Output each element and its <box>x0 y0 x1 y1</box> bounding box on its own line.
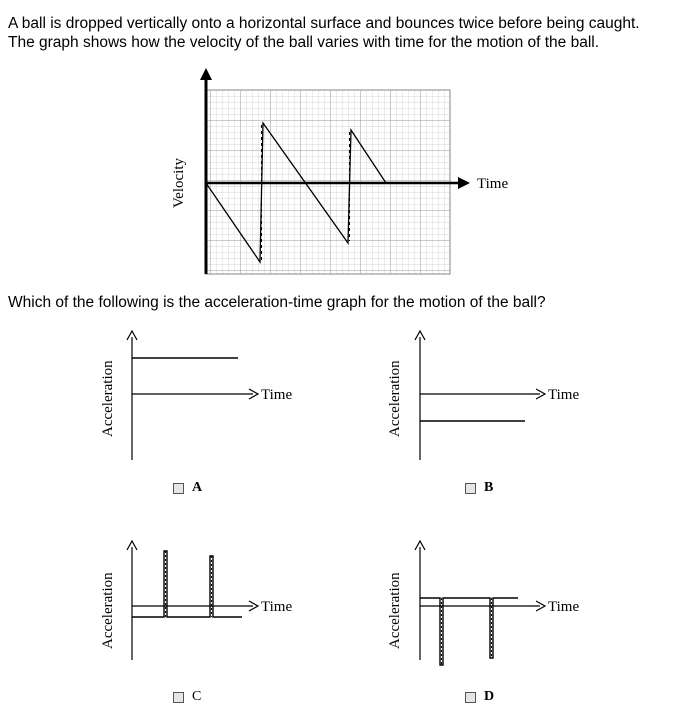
velocity-x-label: Time <box>477 176 509 192</box>
graph-b-x-label: Time <box>548 387 580 403</box>
option-a[interactable] <box>173 480 202 496</box>
question-prompt: Which of the following is the acceleration-time graph for the motion of the ball? <box>8 294 546 311</box>
velocity-y-arrowhead <box>200 68 212 80</box>
acceleration-graph-d <box>387 541 579 665</box>
acceleration-graph-c <box>100 541 292 660</box>
question-intro-line-2: The graph shows how the velocity of the ball varies with time for the motion of the ball. <box>8 34 600 51</box>
acceleration-graph-a <box>100 331 292 460</box>
option-b-checkbox[interactable] <box>465 483 476 494</box>
graph-d-x-label: Time <box>548 599 580 615</box>
option-b-label: B <box>484 480 494 495</box>
option-c-label: C <box>192 689 202 704</box>
option-d-checkbox[interactable] <box>465 692 476 703</box>
option-d-label: D <box>484 689 495 704</box>
graph-c-x-label: Time <box>261 599 293 615</box>
graph-b-y-label: Acceleration <box>387 360 403 437</box>
velocity-y-label: Velocity <box>171 158 187 208</box>
option-a-checkbox[interactable] <box>173 483 184 494</box>
option-c-checkbox[interactable] <box>173 692 184 703</box>
graph-a-x-label: Time <box>261 387 293 403</box>
graph-c-trace <box>132 551 242 617</box>
graph-c-y-label: Acceleration <box>100 572 116 649</box>
option-b[interactable] <box>465 480 493 496</box>
option-c[interactable] <box>173 689 201 705</box>
option-d[interactable] <box>465 689 494 705</box>
graph-d-trace <box>420 598 518 665</box>
graph-d-y-label: Acceleration <box>387 572 403 649</box>
question-intro-line-1: A ball is dropped vertically onto a horizontal surface and bounces twice before being caught. <box>8 15 640 32</box>
velocity-x-arrowhead <box>458 177 470 189</box>
acceleration-graph-b <box>387 331 579 460</box>
option-a-label: A <box>192 480 203 495</box>
graph-a-y-label: Acceleration <box>100 360 116 437</box>
